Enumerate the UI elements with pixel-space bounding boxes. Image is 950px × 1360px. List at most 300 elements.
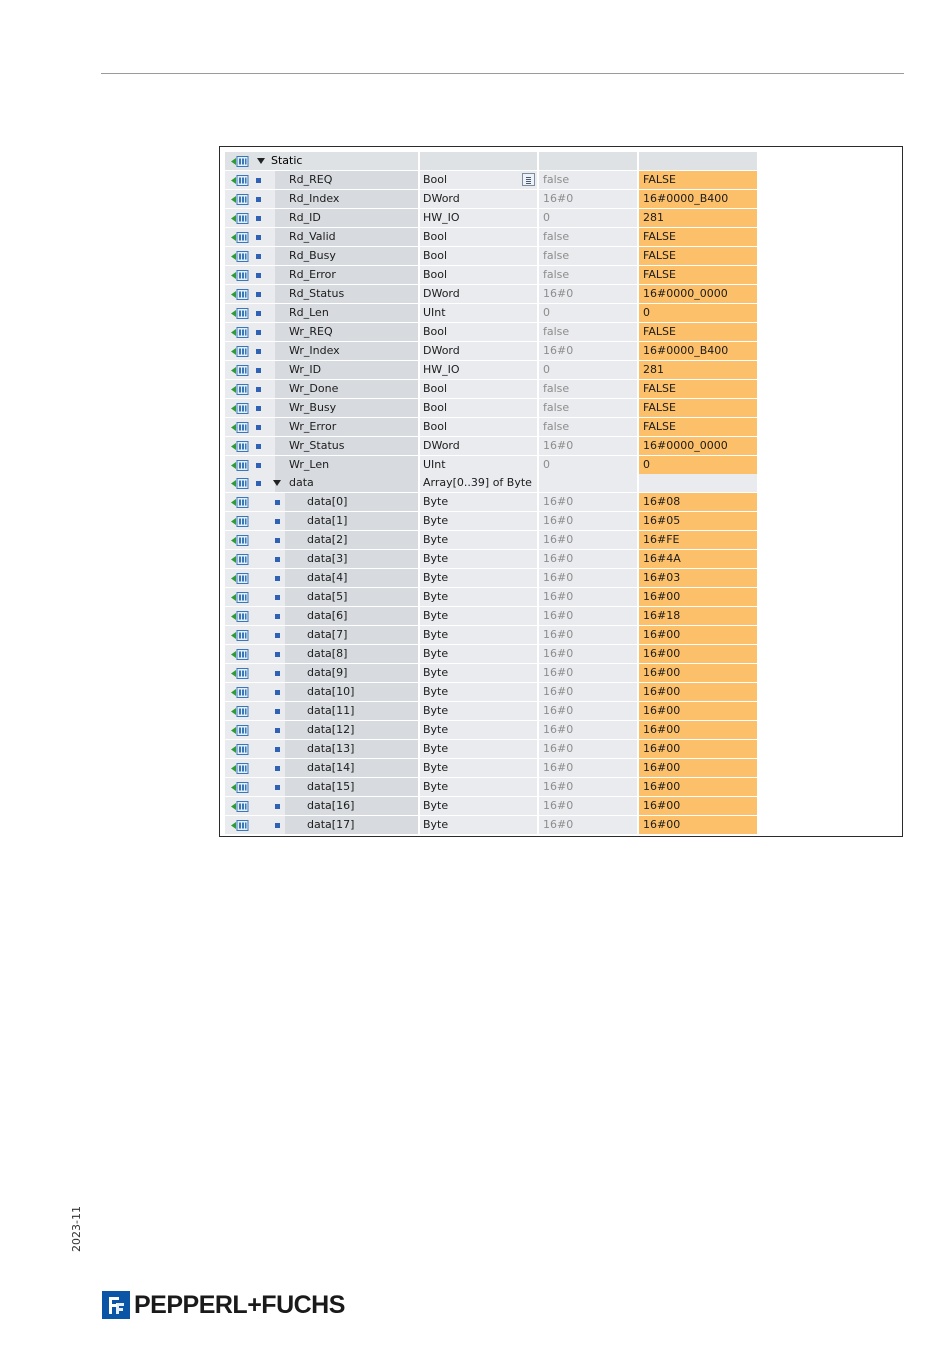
member-name: Wr_Len — [289, 457, 330, 471]
row-gutter — [225, 304, 275, 322]
name-cell[interactable] — [275, 266, 418, 284]
table-row[interactable] — [225, 171, 757, 190]
default-cell[interactable]: 0 — [539, 361, 637, 379]
header-divider — [101, 73, 904, 74]
interface-variable-icon — [231, 725, 249, 736]
interface-variable-icon — [231, 308, 249, 319]
start-value-cell[interactable]: 16#08 — [639, 493, 757, 511]
interface-variable-icon — [231, 346, 249, 357]
interface-variable-icon — [231, 516, 249, 527]
table-row[interactable] — [225, 721, 757, 740]
type-cell[interactable]: Byte — [420, 645, 537, 663]
row-gutter — [225, 323, 275, 341]
start-value-cell[interactable]: 16#00 — [639, 664, 757, 682]
member-bullet-icon — [256, 330, 261, 335]
table-row[interactable] — [225, 702, 757, 721]
row-gutter — [225, 266, 275, 284]
start-value-cell[interactable]: 16#FE — [639, 531, 757, 549]
start-value-cell[interactable]: FALSE — [639, 418, 757, 436]
brand-logo — [102, 1290, 345, 1320]
member-name: data[12] — [307, 723, 355, 737]
table-row[interactable] — [225, 550, 757, 569]
default-cell[interactable]: 16#0 — [539, 721, 637, 739]
member-name: data[7] — [307, 628, 348, 642]
name-cell[interactable] — [275, 418, 418, 436]
start-value-cell[interactable]: 0 — [639, 304, 757, 322]
member-bullet-icon — [275, 804, 280, 809]
member-name: data[3] — [307, 552, 348, 566]
start-value-cell[interactable]: 16#00 — [639, 740, 757, 758]
interface-variable-icon — [231, 365, 249, 376]
table-row[interactable] — [225, 399, 757, 418]
start-value-cell[interactable]: 16#0000_0000 — [639, 285, 757, 303]
name-cell[interactable] — [285, 702, 418, 720]
start-value-cell[interactable]: FALSE — [639, 323, 757, 341]
member-name: Rd_Error — [289, 267, 336, 281]
type-cell[interactable]: DWord — [420, 437, 537, 455]
type-cell[interactable]: Byte — [420, 512, 537, 530]
member-bullet-icon — [256, 481, 261, 486]
interface-variable-icon — [231, 763, 249, 774]
type-cell[interactable]: Byte — [420, 740, 537, 758]
member-name: data — [289, 476, 314, 490]
type-cell[interactable]: Bool — [420, 418, 537, 436]
row-gutter — [225, 399, 275, 417]
default-cell[interactable]: 16#0 — [539, 342, 637, 360]
name-cell[interactable] — [275, 456, 418, 474]
name-cell[interactable] — [275, 304, 418, 322]
table-row[interactable] — [225, 418, 757, 437]
start-value-cell[interactable]: 16#4A — [639, 550, 757, 568]
name-cell[interactable] — [285, 626, 418, 644]
name-cell[interactable] — [285, 588, 418, 606]
default-cell[interactable]: 0 — [539, 304, 637, 322]
member-name: Wr_Done — [289, 381, 339, 395]
table-row[interactable] — [225, 797, 757, 816]
member-bullet-icon — [256, 235, 261, 240]
member-bullet-icon — [275, 519, 280, 524]
default-cell[interactable]: 16#0 — [539, 702, 637, 720]
type-cell[interactable] — [420, 152, 537, 170]
row-gutter — [225, 247, 275, 265]
type-cell[interactable]: HW_IO — [420, 361, 537, 379]
member-name: Wr_Error — [289, 419, 337, 433]
type-cell[interactable]: Byte — [420, 607, 537, 625]
row-gutter — [225, 190, 275, 208]
start-value-cell[interactable]: 16#00 — [639, 721, 757, 739]
name-cell[interactable] — [275, 323, 418, 341]
type-cell[interactable]: Bool — [420, 247, 537, 265]
type-cell[interactable]: Array[0..39] of Byte — [420, 474, 537, 492]
interface-variable-icon — [231, 744, 249, 755]
member-bullet-icon — [275, 633, 280, 638]
interface-variable-icon — [231, 270, 249, 281]
default-cell[interactable]: 16#0 — [539, 285, 637, 303]
start-value-cell[interactable]: 0 — [639, 456, 757, 474]
row-gutter — [225, 285, 275, 303]
name-cell[interactable] — [285, 759, 418, 777]
default-cell[interactable]: false — [539, 399, 637, 417]
member-name: Rd_Valid — [289, 229, 336, 243]
member-bullet-icon — [256, 178, 261, 183]
type-cell[interactable]: DWord — [420, 285, 537, 303]
member-bullet-icon — [275, 709, 280, 714]
name-cell[interactable] — [275, 342, 418, 360]
member-name: Rd_Status — [289, 286, 345, 300]
member-name: data[16] — [307, 798, 355, 812]
start-value-cell[interactable]: 16#00 — [639, 816, 757, 834]
member-name: Rd_Index — [289, 191, 340, 205]
row-gutter — [225, 228, 275, 246]
default-cell[interactable]: 16#0 — [539, 740, 637, 758]
start-value-cell[interactable]: 281 — [639, 209, 757, 227]
member-bullet-icon — [256, 368, 261, 373]
table-row[interactable] — [225, 380, 757, 399]
member-name: Rd_Busy — [289, 248, 336, 262]
default-cell[interactable]: 0 — [539, 209, 637, 227]
start-value-cell[interactable]: 16#0000_B400 — [639, 342, 757, 360]
variable-table — [225, 152, 757, 835]
row-gutter — [225, 171, 275, 189]
name-cell[interactable] — [275, 361, 418, 379]
table-row[interactable] — [225, 190, 757, 209]
start-value-cell[interactable]: FALSE — [639, 266, 757, 284]
default-cell[interactable]: false — [539, 380, 637, 398]
table-row[interactable] — [225, 569, 757, 588]
default-cell[interactable]: 0 — [539, 456, 637, 474]
member-name: Wr_ID — [289, 362, 322, 376]
table-row[interactable] — [225, 228, 757, 247]
start-value-cell[interactable]: 16#03 — [639, 569, 757, 587]
collapse-triangle-icon[interactable] — [257, 158, 265, 164]
member-name: data[17] — [307, 817, 355, 831]
type-cell[interactable]: Byte — [420, 569, 537, 587]
member-name: Wr_REQ — [289, 324, 333, 338]
type-cell[interactable]: Bool — [420, 171, 537, 189]
name-cell[interactable] — [275, 171, 418, 189]
name-cell[interactable] — [285, 740, 418, 758]
name-cell[interactable] — [275, 228, 418, 246]
default-cell[interactable]: 16#0 — [539, 569, 637, 587]
row-gutter — [225, 418, 275, 436]
member-name: Rd_ID — [289, 210, 321, 224]
default-cell[interactable] — [539, 152, 637, 170]
interface-variable-icon — [231, 668, 249, 679]
default-cell[interactable]: 16#0 — [539, 645, 637, 663]
interface-variable-icon — [231, 611, 249, 622]
start-value-cell[interactable] — [639, 152, 757, 170]
name-cell[interactable] — [285, 816, 418, 834]
default-cell[interactable]: 16#0 — [539, 190, 637, 208]
type-cell[interactable]: Byte — [420, 664, 537, 682]
table-row[interactable] — [225, 740, 757, 759]
member-bullet-icon — [275, 652, 280, 657]
default-cell[interactable]: 16#0 — [539, 588, 637, 606]
table-row[interactable] — [225, 531, 757, 550]
interface-variable-icon — [231, 175, 249, 186]
row-gutter — [225, 380, 275, 398]
table-row[interactable] — [225, 266, 757, 285]
member-bullet-icon — [256, 406, 261, 411]
member-bullet-icon — [256, 292, 261, 297]
member-name: data[4] — [307, 571, 348, 585]
interface-variable-icon — [231, 820, 249, 831]
start-value-cell[interactable]: 16#00 — [639, 645, 757, 663]
member-bullet-icon — [256, 273, 261, 278]
member-bullet-icon — [256, 254, 261, 259]
start-value-cell[interactable]: FALSE — [639, 399, 757, 417]
row-gutter — [225, 361, 275, 379]
type-cell[interactable]: HW_IO — [420, 209, 537, 227]
default-cell[interactable]: 16#0 — [539, 816, 637, 834]
type-cell[interactable]: Byte — [420, 816, 537, 834]
default-cell[interactable] — [539, 474, 637, 492]
interface-variable-icon — [231, 327, 249, 338]
type-cell[interactable]: DWord — [420, 190, 537, 208]
table-row[interactable] — [225, 512, 757, 531]
member-bullet-icon — [256, 463, 261, 468]
default-cell[interactable]: false — [539, 323, 637, 341]
default-cell[interactable]: 16#0 — [539, 607, 637, 625]
type-cell[interactable]: Bool — [420, 266, 537, 284]
default-cell[interactable]: false — [539, 171, 637, 189]
member-bullet-icon — [275, 747, 280, 752]
type-cell[interactable]: Byte — [420, 797, 537, 815]
name-cell[interactable] — [285, 683, 418, 701]
start-value-cell[interactable]: 16#0000_0000 — [639, 437, 757, 455]
table-row[interactable] — [225, 285, 757, 304]
table-row[interactable] — [225, 664, 757, 683]
start-value-cell[interactable]: 16#00 — [639, 797, 757, 815]
interface-variable-icon — [231, 441, 249, 452]
interface-variable-icon — [231, 706, 249, 717]
default-cell[interactable]: 16#0 — [539, 437, 637, 455]
interface-variable-icon — [231, 422, 249, 433]
table-row[interactable] — [225, 304, 757, 323]
interface-variable-icon — [231, 384, 249, 395]
default-cell[interactable]: false — [539, 418, 637, 436]
default-cell[interactable]: false — [539, 228, 637, 246]
name-cell[interactable] — [285, 569, 418, 587]
default-cell[interactable]: 16#0 — [539, 626, 637, 644]
member-name: data[13] — [307, 742, 355, 756]
name-cell[interactable] — [275, 209, 418, 227]
type-cell[interactable]: Bool — [420, 380, 537, 398]
member-bullet-icon — [275, 557, 280, 562]
interface-variable-icon — [231, 478, 249, 489]
name-cell[interactable] — [285, 550, 418, 568]
member-bullet-icon — [275, 538, 280, 543]
member-bullet-icon — [256, 311, 261, 316]
name-cell[interactable] — [285, 531, 418, 549]
table-row[interactable] — [225, 456, 757, 475]
table-row[interactable] — [225, 323, 757, 342]
member-bullet-icon — [256, 387, 261, 392]
table-row[interactable] — [225, 588, 757, 607]
default-cell[interactable]: 16#0 — [539, 778, 637, 796]
section-row-static[interactable] — [225, 152, 757, 171]
member-bullet-icon — [256, 444, 261, 449]
section-label: Static — [271, 154, 303, 167]
name-cell[interactable] — [275, 437, 418, 455]
type-cell[interactable]: Byte — [420, 683, 537, 701]
row-gutter — [225, 474, 275, 492]
table-row[interactable] — [225, 626, 757, 645]
type-cell[interactable]: UInt — [420, 456, 537, 474]
array-row-data[interactable] — [225, 474, 757, 493]
table-row[interactable] — [225, 342, 757, 361]
type-cell[interactable]: Byte — [420, 531, 537, 549]
default-cell[interactable]: 16#0 — [539, 683, 637, 701]
interface-variable-icon — [231, 535, 249, 546]
brand-name: PEPPERL+FUCHS — [134, 1290, 345, 1319]
table-row[interactable] — [225, 683, 757, 702]
table-row[interactable] — [225, 209, 757, 228]
interface-variable-icon — [231, 592, 249, 603]
default-cell[interactable]: 16#0 — [539, 797, 637, 815]
default-cell[interactable]: 16#0 — [539, 493, 637, 511]
default-cell[interactable]: 16#0 — [539, 759, 637, 777]
start-value-cell[interactable]: 16#05 — [639, 512, 757, 530]
interface-variable-icon — [231, 289, 249, 300]
type-cell[interactable]: Byte — [420, 588, 537, 606]
start-value-cell[interactable]: 16#18 — [639, 607, 757, 625]
name-cell[interactable] — [285, 607, 418, 625]
type-cell[interactable]: UInt — [420, 304, 537, 322]
name-cell[interactable] — [285, 721, 418, 739]
start-value-cell[interactable]: 16#00 — [639, 759, 757, 777]
name-cell[interactable] — [275, 399, 418, 417]
table-row[interactable] — [225, 645, 757, 664]
start-value-cell[interactable]: 16#00 — [639, 702, 757, 720]
member-bullet-icon — [275, 576, 280, 581]
name-cell[interactable] — [285, 493, 418, 511]
table-row[interactable] — [225, 778, 757, 797]
member-bullet-icon — [275, 500, 280, 505]
name-cell[interactable] — [285, 645, 418, 663]
row-gutter — [225, 152, 418, 170]
start-value-cell[interactable]: FALSE — [639, 171, 757, 189]
member-bullet-icon — [275, 823, 280, 828]
member-name: Rd_REQ — [289, 172, 333, 186]
table-row[interactable] — [225, 437, 757, 456]
row-gutter — [225, 456, 275, 474]
member-name: data[0] — [307, 495, 348, 509]
member-bullet-icon — [256, 425, 261, 430]
default-cell[interactable]: false — [539, 247, 637, 265]
interface-variable-icon — [231, 687, 249, 698]
interface-variable-icon — [231, 782, 249, 793]
type-cell[interactable]: Bool — [420, 323, 537, 341]
start-value-cell[interactable]: FALSE — [639, 380, 757, 398]
row-gutter — [225, 209, 275, 227]
list-picker-icon[interactable] — [522, 173, 535, 186]
interface-variable-icon — [231, 460, 249, 471]
start-value-cell[interactable]: 16#00 — [639, 626, 757, 644]
member-name: Wr_Status — [289, 438, 345, 452]
name-cell[interactable] — [275, 285, 418, 303]
member-bullet-icon — [275, 614, 280, 619]
member-bullet-icon — [275, 595, 280, 600]
start-value-cell[interactable]: FALSE — [639, 247, 757, 265]
start-value-cell[interactable] — [639, 474, 757, 492]
default-cell[interactable]: 16#0 — [539, 512, 637, 530]
collapse-triangle-icon[interactable] — [273, 480, 281, 486]
table-row[interactable] — [225, 607, 757, 626]
member-bullet-icon — [256, 216, 261, 221]
name-cell[interactable] — [275, 190, 418, 208]
member-bullet-icon — [256, 197, 261, 202]
row-gutter — [225, 437, 275, 455]
member-name: data[15] — [307, 779, 355, 793]
table-row[interactable] — [225, 361, 757, 380]
start-value-cell[interactable]: 16#0000_B400 — [639, 190, 757, 208]
type-cell[interactable]: Byte — [420, 778, 537, 796]
name-cell[interactable] — [285, 512, 418, 530]
table-row[interactable] — [225, 493, 757, 512]
start-value-cell[interactable]: FALSE — [639, 228, 757, 246]
name-cell[interactable] — [285, 797, 418, 815]
interface-variable-icon — [231, 630, 249, 641]
default-cell[interactable]: 16#0 — [539, 664, 637, 682]
interface-variable-icon — [231, 194, 249, 205]
type-cell[interactable]: Byte — [420, 493, 537, 511]
table-row[interactable] — [225, 759, 757, 778]
default-cell[interactable]: 16#0 — [539, 531, 637, 549]
screenshot-frame — [219, 146, 903, 837]
type-cell[interactable]: Byte — [420, 702, 537, 720]
member-name: Wr_Index — [289, 343, 340, 357]
table-row[interactable] — [225, 247, 757, 266]
name-cell[interactable] — [275, 474, 418, 492]
publication-date: 2023-11 — [70, 1206, 83, 1252]
name-cell[interactable] — [285, 778, 418, 796]
type-cell[interactable]: Bool — [420, 228, 537, 246]
start-value-cell[interactable]: 281 — [639, 361, 757, 379]
table-row[interactable] — [225, 816, 757, 835]
start-value-cell[interactable]: 16#00 — [639, 778, 757, 796]
name-cell[interactable] — [275, 247, 418, 265]
type-cell[interactable]: Byte — [420, 550, 537, 568]
member-name: Wr_Busy — [289, 400, 337, 414]
type-cell[interactable]: Byte — [420, 626, 537, 644]
type-cell[interactable]: DWord — [420, 342, 537, 360]
pepperl-fuchs-logo-icon — [102, 1291, 130, 1319]
start-value-cell[interactable]: 16#00 — [639, 683, 757, 701]
member-name: data[1] — [307, 514, 348, 528]
start-value-cell[interactable]: 16#00 — [639, 588, 757, 606]
member-bullet-icon — [275, 766, 280, 771]
type-cell[interactable]: Bool — [420, 399, 537, 417]
member-name: Rd_Len — [289, 305, 329, 319]
name-cell[interactable] — [285, 664, 418, 682]
interface-variable-icon — [231, 497, 249, 508]
member-bullet-icon — [275, 690, 280, 695]
type-cell[interactable]: Byte — [420, 721, 537, 739]
member-bullet-icon — [275, 785, 280, 790]
default-cell[interactable]: false — [539, 266, 637, 284]
member-name: data[14] — [307, 761, 355, 774]
member-bullet-icon — [275, 728, 280, 733]
member-name: data[11] — [307, 704, 355, 718]
name-cell[interactable] — [275, 380, 418, 398]
type-cell[interactable]: Byte — [420, 759, 537, 777]
member-name: data[5] — [307, 590, 348, 604]
interface-variable-icon — [231, 403, 249, 414]
interface-variable-icon — [231, 554, 249, 565]
default-cell[interactable]: 16#0 — [539, 550, 637, 568]
member-name: data[2] — [307, 533, 348, 547]
